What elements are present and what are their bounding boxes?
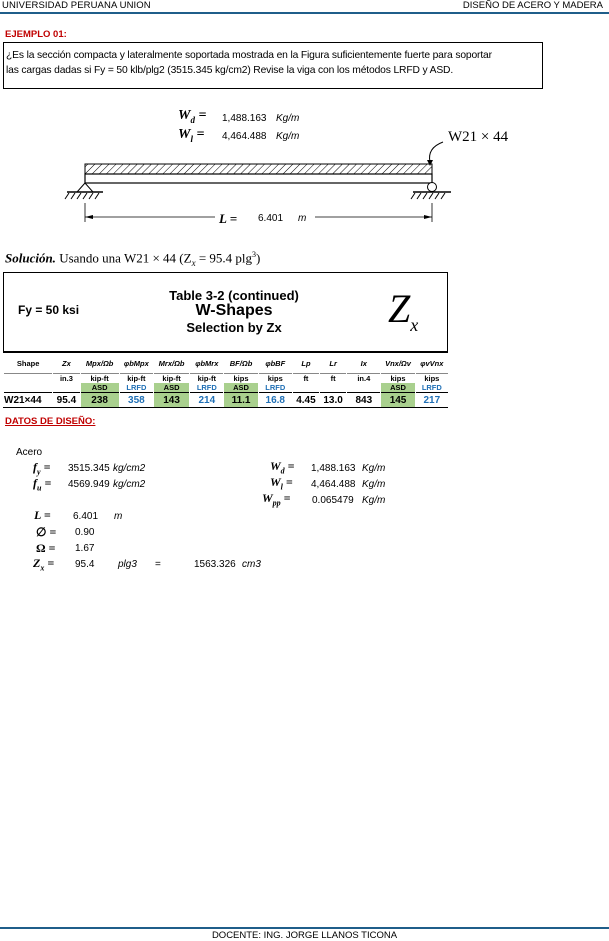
exercise-statement <box>3 42 543 89</box>
table-method-row <box>4 383 449 393</box>
method-cell-0 <box>4 383 53 393</box>
table-header-row <box>4 353 449 374</box>
unit-cell-11: kips <box>381 374 415 384</box>
zx-cm3-unit: cm3 <box>242 559 261 570</box>
wd-unit: Kg/m <box>362 463 386 474</box>
fu-label: $f_u$ = <box>33 476 52 493</box>
unit-cell-5: kip-ft <box>190 374 224 384</box>
method-cell-9 <box>320 383 347 393</box>
wl-label: $W_l$ = <box>270 475 293 492</box>
method-cell-1 <box>53 383 80 393</box>
data-cell-9: 13.0 <box>320 393 347 408</box>
zx-unit: plg3 <box>118 559 137 570</box>
solution-text: Solución. Usando una W21 × 44 ($Z_x = 95.4$ plg$^3$) <box>5 250 261 268</box>
footer-rule <box>0 927 609 929</box>
fig-wd-unit: Kg/m <box>276 113 300 124</box>
table-zx-symbol: $Z_x$ <box>388 286 419 335</box>
header-cell-6: BF/Ωb <box>224 353 258 374</box>
fy-unit: kg/cm2 <box>113 463 146 474</box>
roller-support <box>428 183 437 192</box>
unit-cell-12: kips <box>415 374 448 384</box>
data-cell-10: 843 <box>347 393 381 408</box>
header-cell-2: Mpx/Ωb <box>80 353 119 374</box>
length-value: 6.401 <box>73 511 99 522</box>
fig-wl-label: $W_l$ = <box>178 127 205 144</box>
data-cell-12: 217 <box>415 393 448 408</box>
table-unit-row <box>4 374 449 384</box>
method-cell-11: ASD <box>381 383 415 393</box>
header-cell-9: Lr <box>320 353 347 374</box>
section-arrow <box>430 142 443 162</box>
header-cell-8: Lp <box>292 353 319 374</box>
method-cell-8 <box>292 383 319 393</box>
unit-cell-10: in.4 <box>347 374 381 384</box>
header-cell-3: φbMpx <box>119 353 153 374</box>
header-rule <box>0 12 609 14</box>
zx-cm3-value: 1563.326 <box>194 559 236 570</box>
unit-cell-7: kips <box>258 374 292 384</box>
fy-label: $f_y$ = <box>33 460 51 477</box>
pin-support <box>77 183 93 192</box>
unit-cell-8: ft <box>292 374 319 384</box>
data-cell-7: 16.8 <box>258 393 292 408</box>
unit-cell-3: kip-ft <box>119 374 153 384</box>
table-fy: Fy = 50 ksi <box>18 303 80 317</box>
method-cell-6: ASD <box>224 383 258 393</box>
wpp-value: 0.065479 <box>312 495 354 506</box>
method-cell-10 <box>347 383 381 393</box>
data-cell-0: W21×44 <box>4 393 53 408</box>
zx-label: $Z_x$ = <box>33 556 55 573</box>
header-cell-7: φbBF <box>258 353 292 374</box>
header-cell-10: Ix <box>347 353 381 374</box>
table-row <box>4 393 449 408</box>
method-cell-5: LRFD <box>190 383 224 393</box>
method-cell-7: LRFD <box>258 383 292 393</box>
table-title-3: Selection by Zx <box>186 320 282 335</box>
header-course: DISEÑO DE ACERO Y MADERA <box>462 0 603 11</box>
page-header <box>0 0 609 12</box>
header-cell-0: Shape <box>4 353 53 374</box>
data-cell-2: 238 <box>80 393 119 408</box>
unit-cell-9: ft <box>320 374 347 384</box>
data-cell-1: 95.4 <box>53 393 80 408</box>
wl-unit: Kg/m <box>362 479 386 490</box>
aisc-table <box>3 272 448 406</box>
length-unit: m <box>114 511 123 522</box>
wd-label: $W_d$ = <box>270 459 295 476</box>
method-cell-2: ASD <box>80 383 119 393</box>
fig-L-value: 6.401 <box>258 213 284 224</box>
wpp-unit: Kg/m <box>362 495 386 506</box>
distributed-load <box>85 164 432 174</box>
table-title-block <box>3 272 448 352</box>
omega-value: 1.67 <box>75 543 95 554</box>
solution-label: Solución. <box>5 250 56 266</box>
fig-L-unit: m <box>298 213 307 224</box>
data-cell-3: 358 <box>119 393 153 408</box>
data-cell-6: 11.1 <box>224 393 258 408</box>
header-cell-12: φvVnx <box>415 353 448 374</box>
fig-wl-value: 4,464.488 <box>222 131 267 142</box>
wl-value: 4,464.488 <box>311 479 356 490</box>
fig-wl-unit: Kg/m <box>276 131 300 142</box>
fig-L-label: L = <box>219 211 238 226</box>
material-label: Acero <box>16 447 43 458</box>
statement-line-1: ¿Es la sección compacta y lateralmente soportada mostrada en la Figura suficientemente fuerte para soportar <box>6 50 492 61</box>
header-university: UNIVERSIDAD PERUANA UNION <box>2 0 151 11</box>
data-cell-11: 145 <box>381 393 415 408</box>
data-cell-4: 143 <box>153 393 189 408</box>
fu-unit: kg/cm2 <box>113 479 146 490</box>
data-cell-5: 214 <box>190 393 224 408</box>
unit-cell-2: kip-ft <box>80 374 119 384</box>
table-title-2: W-Shapes <box>195 302 273 319</box>
header-cell-1: Zx <box>53 353 80 374</box>
header-cell-11: Vnx/Ωv <box>381 353 415 374</box>
header-cell-4: Mrx/Ωb <box>153 353 189 374</box>
method-cell-3: LRFD <box>119 383 153 393</box>
unit-cell-4: kip-ft <box>153 374 189 384</box>
beam <box>85 174 432 183</box>
wd-value: 1,488.163 <box>311 463 356 474</box>
zx-value: 95.4 <box>75 559 95 570</box>
statement-line-2: las cargas dadas si Fy = 50 klb/plg2 (3515.345 kg/cm2) Revise la viga con los métodos LRFD y ASD. <box>6 65 454 76</box>
design-data-title: DATOS DE DISEÑO: <box>5 416 96 427</box>
fig-section-label: W21 × 44 <box>448 129 509 145</box>
fu-value: 4569.949 <box>68 479 110 490</box>
exercise-title: EJEMPLO 01: <box>5 29 67 40</box>
wpp-label: $W_{pp}$ = <box>262 491 291 508</box>
fig-wd-value: 1,488.163 <box>222 113 267 124</box>
header-cell-5: φbMrx <box>190 353 224 374</box>
phi-label: ∅ = <box>36 525 57 539</box>
method-cell-4: ASD <box>153 383 189 393</box>
data-cell-8: 4.45 <box>292 393 319 408</box>
w-shapes-table <box>3 352 448 408</box>
omega-label: Ω = <box>36 541 56 555</box>
fy-value: 3515.345 <box>68 463 110 474</box>
zx-equals: = <box>155 559 161 570</box>
method-cell-12: LRFD <box>415 383 448 393</box>
unit-cell-0 <box>4 374 53 384</box>
unit-cell-6: kips <box>224 374 258 384</box>
table-title-1: Table 3-2 (continued) <box>169 288 299 303</box>
phi-value: 0.90 <box>75 527 95 538</box>
page-footer: DOCENTE: ING. JORGE LLANOS TICONA <box>211 930 398 941</box>
unit-cell-1: in.3 <box>53 374 80 384</box>
length-label: L = <box>34 508 51 522</box>
fig-wd-label: $W_d$ = <box>178 108 207 125</box>
